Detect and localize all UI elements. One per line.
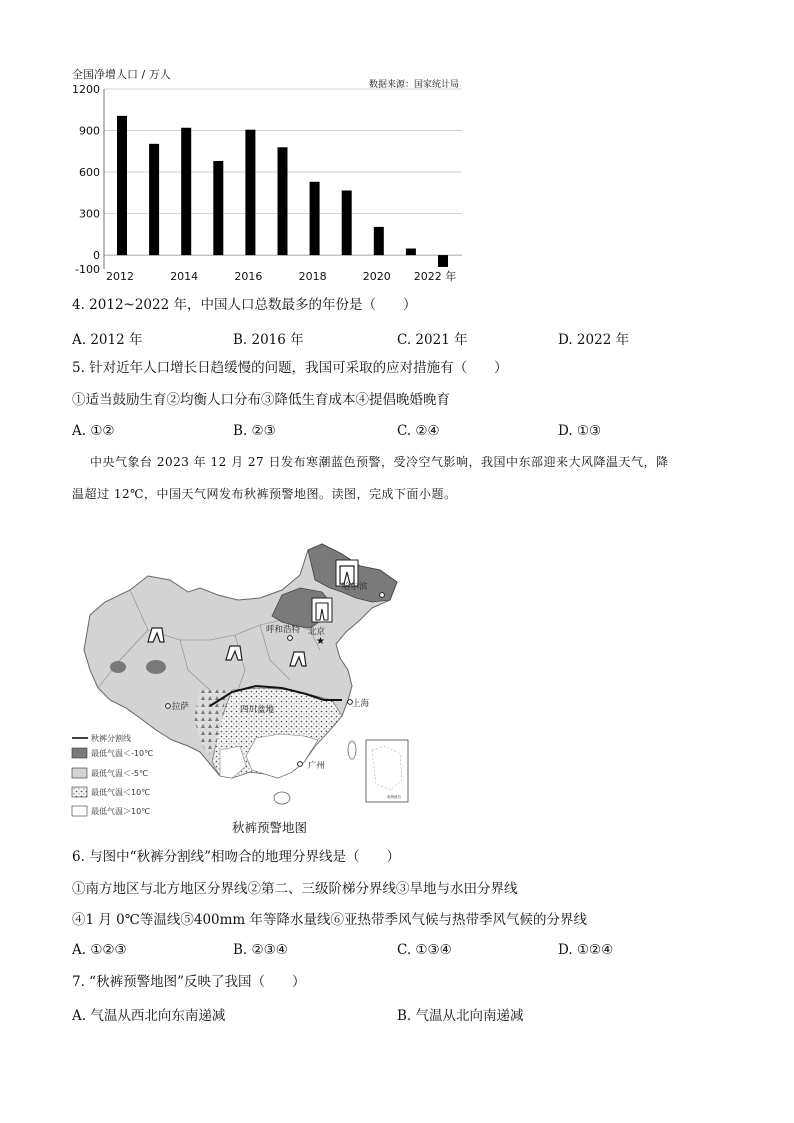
legend-dividing-line: 秋裤分割线 [91,734,131,743]
q6-stem: 6. 与图中“秋裤分割线”相吻合的地理分界线是（ ） [72,849,400,865]
hohhot-label: 呼和浩特 [266,625,301,635]
legend-below-10: 最低气温＜10℃ [91,788,151,797]
lhasa-marker [166,704,171,709]
map-svg [60,540,420,840]
legend-below-minus-10: 最低气温＜-10℃ [91,749,154,758]
tibet-dark-spot-2 [146,660,166,674]
q4-stem: 4. 2012~2022 年，中国人口总数最多的年份是（ ） [72,297,417,313]
bar-2015 [213,161,223,255]
y-tick-label: 600 [79,166,100,180]
q7-stem: 7. “秋裤预警地图”反映了我国（ ） [72,974,306,990]
chart-source: 数据来源：国家统计局 [369,80,460,90]
map-legend [72,733,153,816]
bar-2020 [374,227,384,255]
q5-items: ①适当鼓励生育②均衡人口分布③降低生育成本④提倡晚婚晚育 [72,392,450,408]
y-tick-label: 300 [79,207,100,221]
x-tick-label: 2020 [362,270,391,283]
q5-stem: 5. 针对近年人口增长日趋缓慢的问题，我国可采取的应对措施有（ ） [72,360,508,376]
pants-icon-inner-mongolia [312,598,332,622]
q4-option-d[interactable]: D. 2022 年 [558,332,630,348]
q7-option-a[interactable]: A. 气温从西北向东南递减 [72,1008,226,1024]
guangzhou-label: 广州 [308,761,326,771]
lhasa-label: 拉萨 [172,702,190,712]
passage-line-1: 中央气象台 2023 年 12 月 27 日发布寒潮蓝色预警，受冷空气影响，我国中东部迎来大风降温天气，降 [90,455,669,469]
harbin-label: 哈尔滨 [342,582,368,592]
q6-items-1: ①南方地区与北方地区分界线②第二、三级阶梯分界线③旱地与水田分界线 [72,881,518,897]
y-tick-label: 0 [93,249,100,263]
chart-svg [66,62,476,294]
bar-2019 [342,190,352,255]
bar-2016 [245,130,255,255]
x-tick-label: 2014 [170,270,199,283]
bar-2013 [149,144,159,255]
q6-option-d[interactable]: D. ①②④ [558,942,614,958]
q4-option-a[interactable]: A. 2012 年 [72,332,143,348]
q6-option-c[interactable]: C. ①③④ [397,942,452,958]
y-tick-label: 1200 [72,83,100,96]
q6-option-b[interactable]: B. ②③④ [233,942,288,958]
bar-2021 [406,249,416,256]
legend-below-minus-5: 最低气温＜-5℃ [91,769,148,778]
bar-2012 [117,116,127,255]
q4-option-b[interactable]: B. 2016 年 [233,332,304,348]
hainan-island [274,792,290,804]
map-caption: 秋裤预警地图 [232,820,308,835]
south-white-region [246,734,318,778]
beijing-star-icon: ★ [316,636,325,647]
bar-2022 [438,255,448,267]
q5-option-a[interactable]: A. ①② [72,423,115,439]
q6-option-a[interactable]: A. ①②③ [72,942,127,958]
inset-label: 南海诸岛 [387,795,401,799]
x-tick-label: 2016 [234,270,263,283]
x-tick-label: 2012 [106,270,134,283]
y-tick-label: -100 [75,263,100,276]
shanghai-label: 上海 [352,699,370,709]
q7-option-b[interactable]: B. 气温从北向南递减 [397,1008,524,1024]
hohhot-marker [288,636,293,641]
legend-above-10: 最低气温＞10℃ [91,807,151,816]
autumn-pants-warning-map [60,540,420,840]
taiwan-island [348,741,356,759]
bar-2018 [310,182,320,255]
x-tick-label: 2018 [298,270,327,283]
bar-2017 [278,147,288,255]
x-tick-label: 2022 年 [413,270,457,283]
y-tick-label: 900 [79,124,100,138]
sichuan-basin-label: 四川盆地 [240,705,275,715]
q5-option-d[interactable]: D. ①③ [558,423,602,439]
q5-option-c[interactable]: C. ②④ [397,423,440,439]
bar-2014 [181,128,191,255]
q5-option-b[interactable]: B. ②③ [233,423,276,439]
tibet-dark-spot-1 [110,661,126,673]
passage-line-2: 温超过 12℃，中国天气网发布秋裤预警地图。读图，完成下面小题。 [72,487,457,501]
guangzhou-marker [298,762,303,767]
q4-option-c[interactable]: C. 2021 年 [397,332,468,348]
chart-title: 全国净增人口 / 万人 [72,68,171,81]
south-china-sea-inset [366,740,408,802]
population-bar-chart [66,62,476,294]
beijing-label: 北京 [308,627,326,637]
harbin-marker [380,593,385,598]
q6-items-2: ④1 月 0℃等温线⑤400mm 年等降水量线⑥亚热带季风气候与热带季风气候的分界线 [72,912,588,928]
